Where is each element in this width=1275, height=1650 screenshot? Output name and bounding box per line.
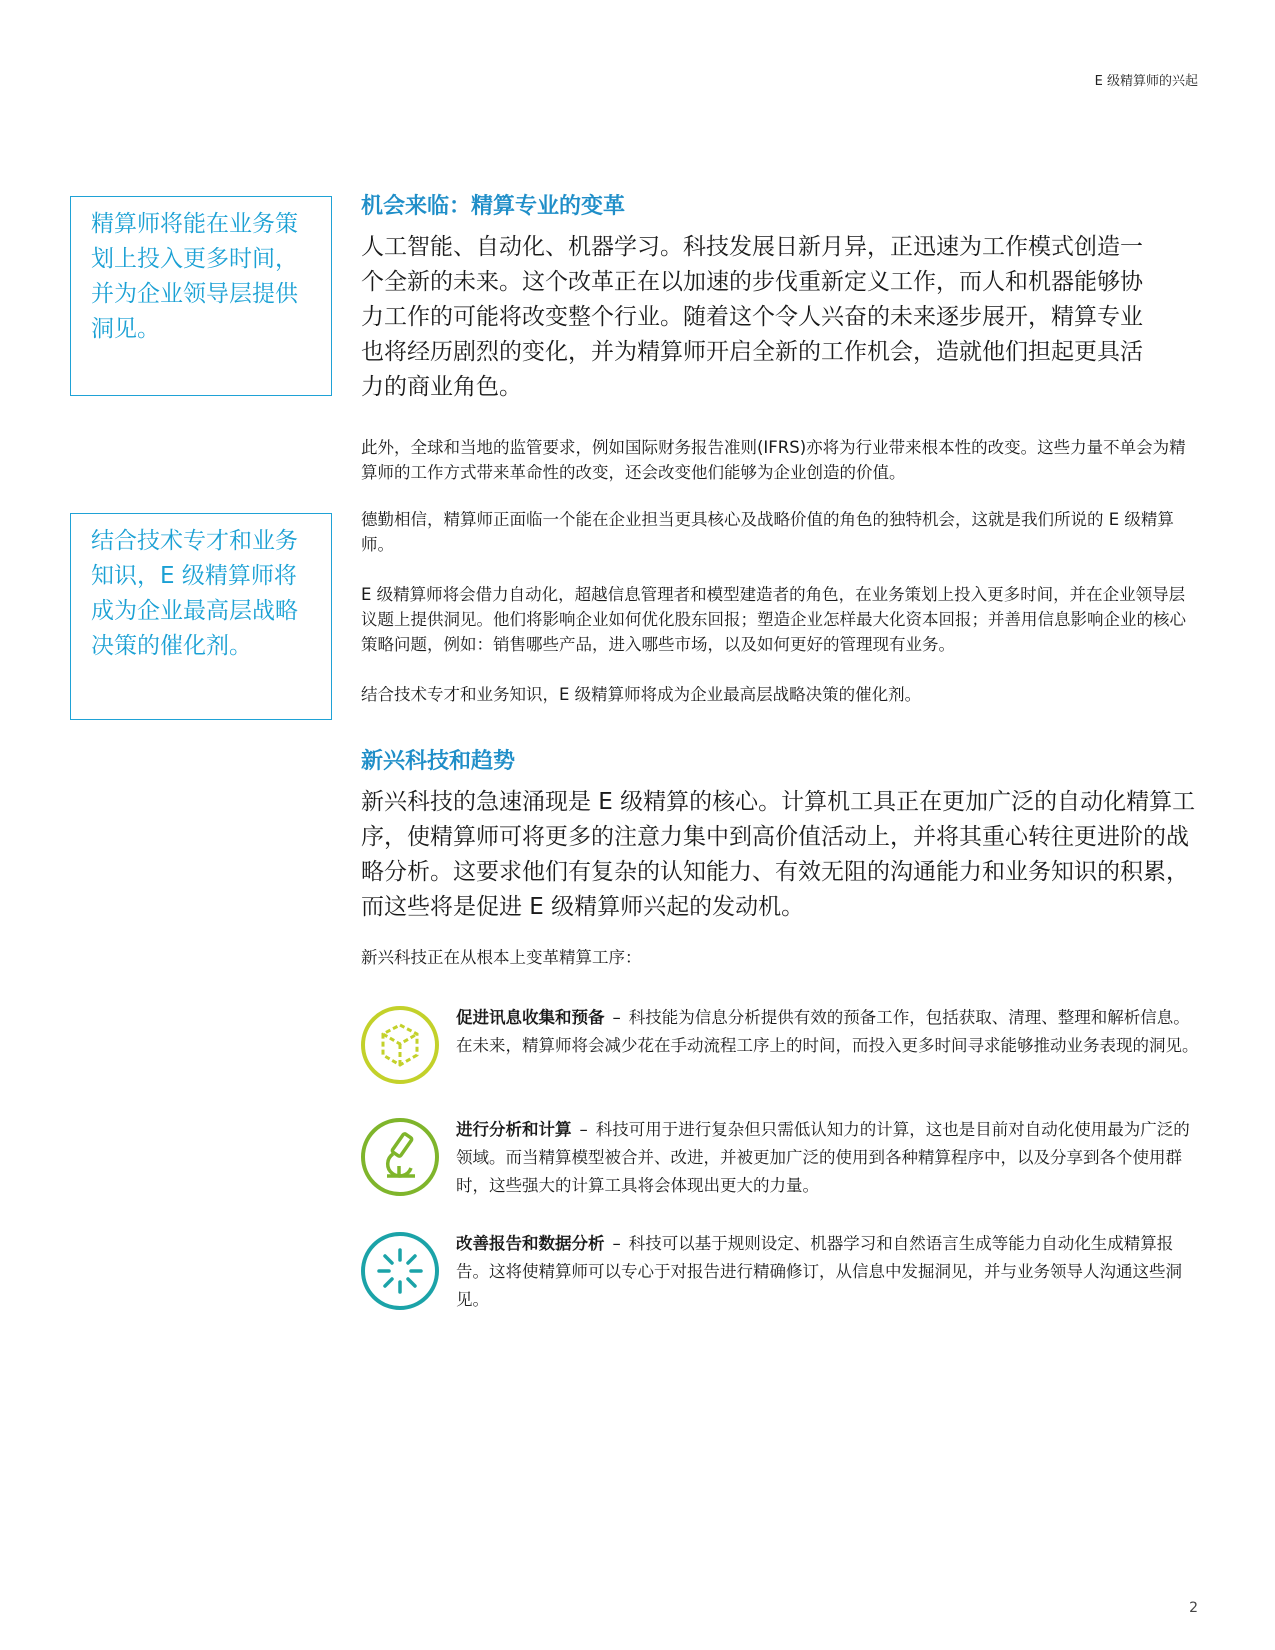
- list-item-description: 科技可以基于规则设定、机器学习和自然语言生成等能力自动化生成精算报告。这将使精算师可以专心于对报告进行精确修订，从信息中发掘洞见，并与业务领导人沟通这些洞见。: [456, 1234, 1182, 1309]
- running-header: E 级精算师的兴起: [1094, 74, 1198, 89]
- list-item: [361, 1004, 1201, 1086]
- body-paragraph: 结合技术专才和业务知识，E 级精算师将成为企业最高层战略决策的催化剂。: [361, 685, 922, 704]
- section-heading: 机会来临：精算专业的变革: [361, 194, 626, 219]
- lead-paragraph: 新兴科技的急速涌现是 E 级精算的核心。计算机工具正在更加广泛的自动化精算工序，使精算师可将更多的注意力集中到高价值活动上，并将其重心转往更进阶的战略分析。这要求他们有复杂的认知能力、有效无阻的沟通能力和业务知识的积累，而这些将是促进 E 级精算师兴起的发动机。: [361, 789, 1196, 920]
- list-item-title: 促进讯息收集和预备: [456, 1008, 605, 1027]
- pull-quote-box: [70, 196, 332, 396]
- list-item: [361, 1230, 1201, 1314]
- list-intro: 新兴科技正在从根本上变革精算工序：: [361, 948, 642, 967]
- pull-quote-box: [70, 513, 332, 720]
- list-item: [361, 1116, 1201, 1200]
- dash: –: [612, 1234, 621, 1253]
- body-paragraph: 此外，全球和当地的监管要求，例如国际财务报告准则(IFRS)亦将为行业带来根本性的改变。这些力量不单会为精算师的工作方式带来革命性的改变，还会改变他们能够为企业创造的价值。: [361, 438, 1186, 482]
- dash: –: [579, 1120, 588, 1139]
- list-item-title: 进行分析和计算: [456, 1120, 572, 1139]
- list-item-text: [456, 1116, 1201, 1200]
- technology-list: [361, 1004, 1201, 1314]
- pull-quote-text: 精算师将能在业务策划上投入更多时间，并为企业领导层提供洞见。: [91, 211, 298, 342]
- list-item-title: 改善报告和数据分析: [456, 1234, 605, 1253]
- section-heading: 新兴科技和趋势: [361, 749, 516, 774]
- main-content: [361, 192, 1201, 1314]
- body-paragraph: E 级精算师将会借力自动化，超越信息管理者和模型建造者的角色，在业务策划上投入更多时间，并在企业领导层议题上提供洞见。他们将影响企业如何优化股东回报；塑造企业怎样最大化资本回报；并善用信息影响企业的核心策略问题，例如：销售哪些产品，进入哪些市场，以及如何更好的管理现有业务。: [361, 585, 1186, 654]
- microscope-icon: [359, 1116, 441, 1198]
- list-item-text: [456, 1230, 1201, 1314]
- list-item-text: [456, 1004, 1201, 1060]
- body-paragraph: 德勤相信，精算师正面临一个能在企业担当更具核心及战略价值的角色的独特机会，这就是我们所说的 E 级精算师。: [361, 510, 1174, 554]
- loading-burst-icon: [359, 1230, 441, 1312]
- dash: –: [612, 1008, 621, 1027]
- list-item-description: 科技可用于进行复杂但只需低认知力的计算，这也是目前对自动化使用最为广泛的领域。而当精算模型被合并、改进，并被更加广泛的使用到各种精算程序中，以及分享到各个使用群时，这些强大的计算工具将会体现出更大的力量。: [456, 1120, 1190, 1195]
- cube-icon: [359, 1004, 441, 1086]
- pull-quote-text: 结合技术专才和业务知识，E 级精算师将成为企业最高层战略决策的催化剂。: [91, 528, 298, 659]
- lead-paragraph: 人工智能、自动化、机器学习。科技发展日新月异，正迅速为工作模式创造一个全新的未来。这个改革正在以加速的步伐重新定义工作，而人和机器能够协力工作的可能将改变整个行业。随着这个令人兴奋的未来逐步展开，精算专业也将经历剧烈的变化，并为精算师开启全新的工作机会，造就他们担起更具活力的商业角色。: [361, 234, 1143, 400]
- page-number: 2: [1189, 1600, 1198, 1616]
- list-item-description: 科技能为信息分析提供有效的预备工作，包括获取、清理、整理和解析信息。在未来，精算师将会减少花在手动流程工序上的时间，而投入更多时间寻求能够推动业务表现的洞见。: [456, 1008, 1199, 1055]
